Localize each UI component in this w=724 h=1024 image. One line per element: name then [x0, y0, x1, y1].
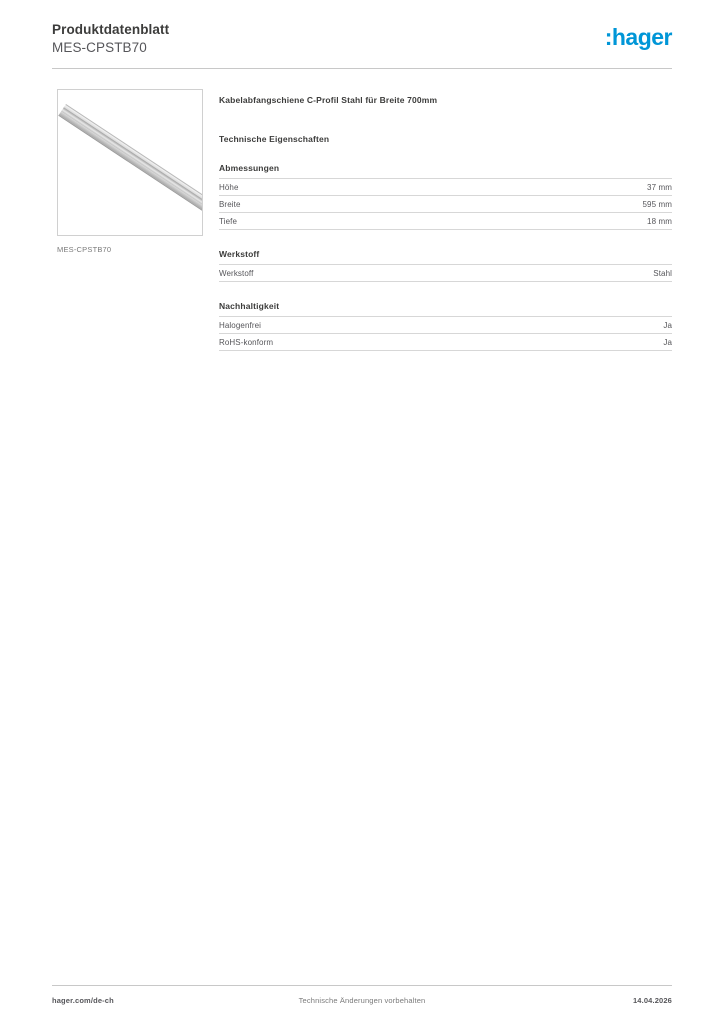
spec-label: Höhe — [219, 182, 239, 192]
table-row — [219, 334, 672, 351]
table-row — [219, 213, 672, 230]
spec-table — [219, 264, 672, 282]
footer-website-link[interactable]: hager.com/de-ch — [52, 996, 114, 1005]
table-row — [219, 317, 672, 334]
spec-group-title: Werkstoff — [219, 249, 260, 259]
spec-table — [219, 316, 672, 351]
product-name: Kabelabfangschiene C-Profil Stahl für Breite 700mm — [219, 95, 438, 105]
footer-note: Technische Änderungen vorbehalten — [298, 996, 426, 1005]
hager-logo: :hager — [604, 24, 672, 50]
spec-table — [219, 178, 672, 230]
spec-label: RoHS-konform — [219, 337, 274, 347]
spec-value: 37 mm — [647, 182, 672, 192]
spec-group-nachhaltigkeit — [219, 301, 672, 351]
product-code-subtitle: MES-CPSTB70 — [52, 39, 147, 55]
footer-date: 14.04.2026 — [632, 996, 672, 1005]
product-image — [57, 89, 203, 236]
spec-value: 18 mm — [647, 216, 672, 226]
spec-value: Ja — [663, 320, 672, 330]
rail-bottom-face — [58, 112, 203, 214]
spec-value: 595 mm — [642, 199, 672, 209]
spec-label: Breite — [219, 199, 241, 209]
page-header — [52, 22, 672, 57]
product-rail-graphic — [59, 104, 203, 213]
page-title: Produktdatenblatt — [52, 22, 170, 37]
spec-group-title: Abmessungen — [219, 163, 280, 173]
spec-value: Ja — [663, 337, 672, 347]
spec-group-werkstoff — [219, 249, 672, 282]
content-column — [219, 95, 672, 351]
spec-value: Stahl — [653, 268, 672, 278]
spec-group-title: Nachhaltigkeit — [219, 301, 280, 311]
spec-label: Werkstoff — [219, 268, 254, 278]
image-caption: MES-CPSTB70 — [57, 245, 112, 254]
spec-label: Tiefe — [219, 216, 237, 226]
header-divider — [52, 68, 672, 69]
spec-group-abmessungen — [219, 163, 672, 230]
title-block — [52, 22, 169, 57]
table-row — [219, 196, 672, 213]
footer-divider — [52, 985, 672, 986]
spec-label: Halogenfrei — [219, 320, 262, 330]
technical-properties-heading: Technische Eigenschaften — [219, 134, 330, 144]
table-row — [219, 265, 672, 282]
table-row — [219, 179, 672, 196]
page-footer — [52, 996, 672, 1005]
